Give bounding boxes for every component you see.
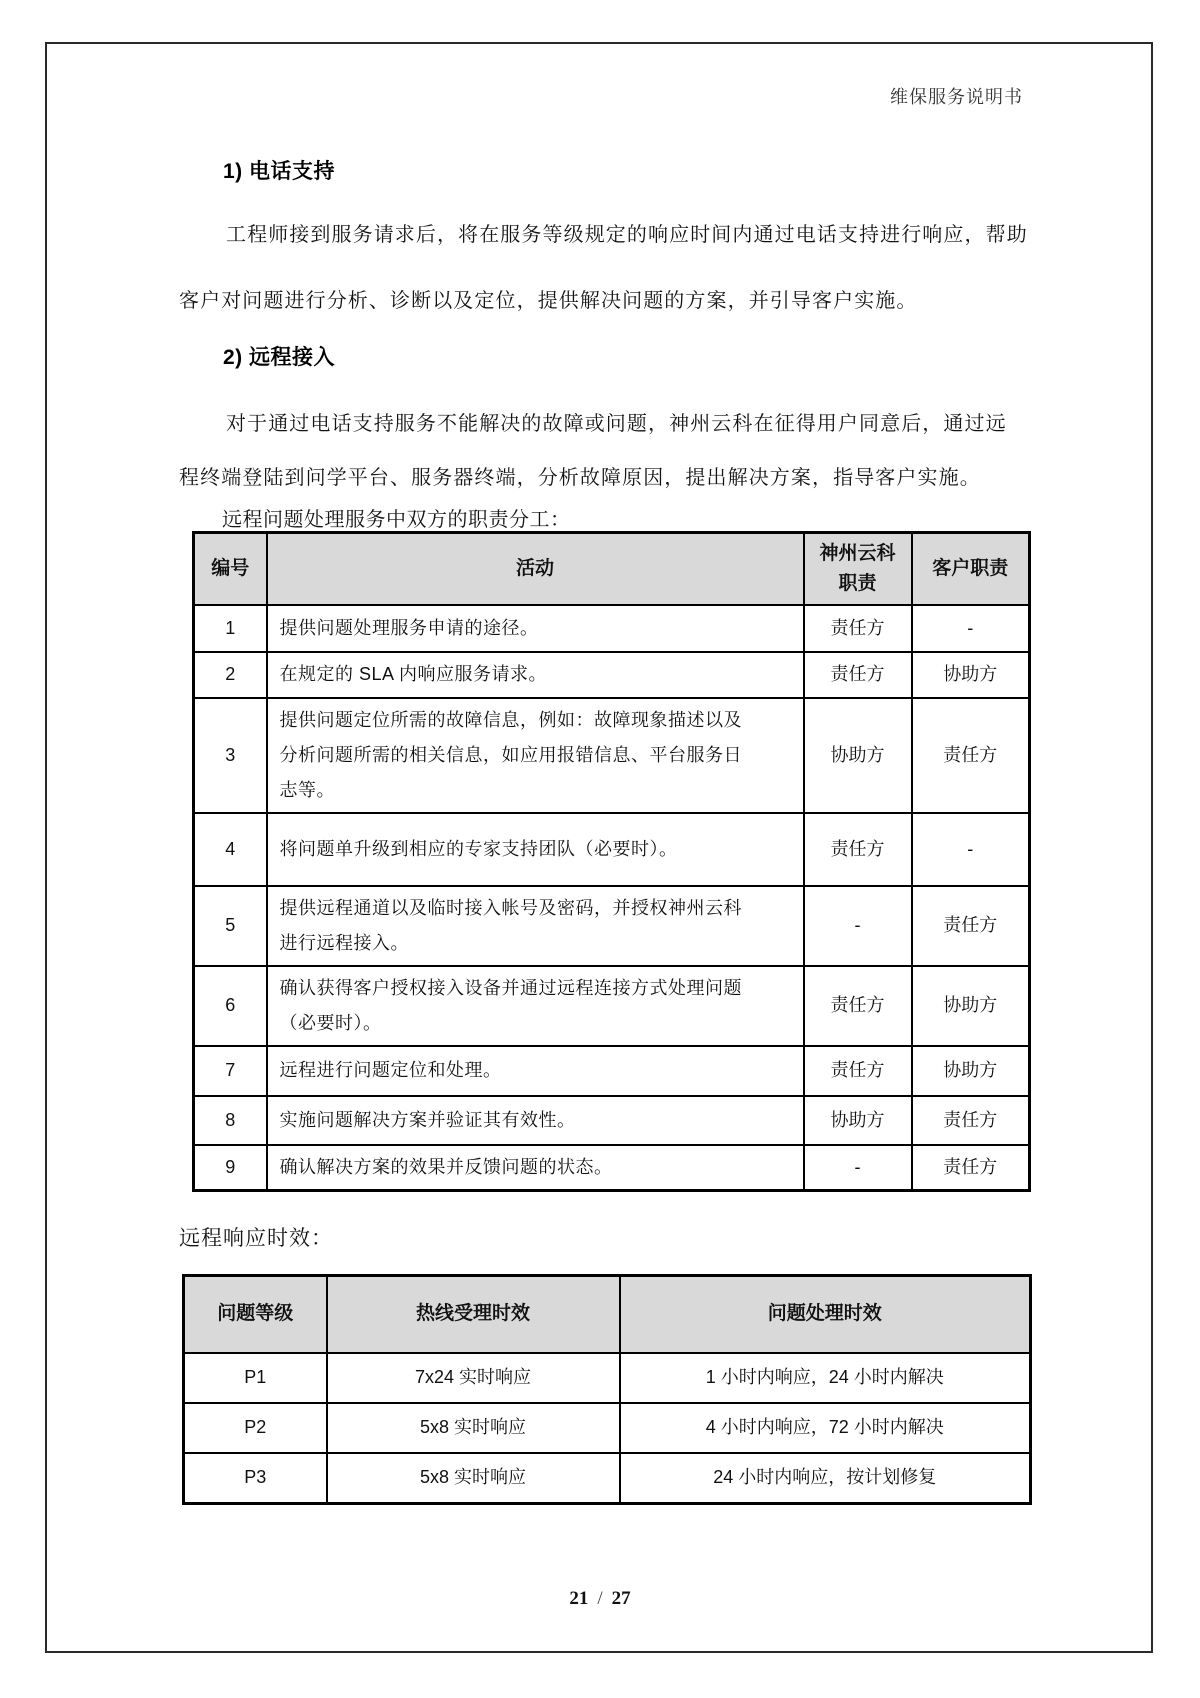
cell-hotline: 7x24 实时响应 <box>327 1353 620 1403</box>
cell-no: 3 <box>194 698 267 813</box>
cell-handling: 24 小时内响应，按计划修复 <box>620 1453 1031 1504</box>
cell-handling: 4 小时内响应，72 小时内解决 <box>620 1403 1031 1453</box>
header-cell-no: 编号 <box>194 533 267 605</box>
cell-activity: 提供问题定位所需的故障信息，例如：故障现象描述以及分析问题所需的相关信息，如应用报错信息、平台服务日志等。 <box>267 698 804 813</box>
table-row <box>184 1403 1031 1453</box>
cell-yunke: 责任方 <box>804 813 912 886</box>
cell-activity: 提供远程通道以及临时接入帐号及密码，并授权神州云科进行远程接入。 <box>267 886 804 966</box>
section-heading-remote-access: 2) 远程接入 <box>223 346 336 369</box>
header-yunke-line1: 神州云科 <box>819 542 896 564</box>
page-number-total: 27 <box>611 1588 631 1609</box>
header-cell-handling: 问题处理时效 <box>620 1276 1031 1353</box>
sla-table-intro: 远程响应时效： <box>179 1227 333 1250</box>
table-row <box>194 1096 1030 1145</box>
table-row <box>184 1453 1031 1504</box>
cell-no: 1 <box>194 605 267 652</box>
responsibility-table-intro: 远程问题处理服务中双方的职责分工： <box>222 509 571 531</box>
cell-yunke: 责任方 <box>804 605 912 652</box>
cell-level: P1 <box>184 1353 327 1403</box>
table-row <box>194 698 1030 813</box>
cell-activity: 在规定的 SLA 内响应服务请求。 <box>267 652 804 698</box>
table-row <box>194 886 1030 966</box>
cell-no: 6 <box>194 966 267 1046</box>
paragraph-line: 程终端登陆到问学平台、服务器终端，分析故障原因，提出解决方案，指导客户实施。 <box>179 467 981 489</box>
header-cell-level: 问题等级 <box>184 1276 327 1353</box>
cell-yunke: 责任方 <box>804 1046 912 1096</box>
page-number-separator: / <box>597 1588 603 1609</box>
header-cell-customer: 客户职责 <box>912 533 1030 605</box>
page-number <box>0 1588 1200 1610</box>
paragraph-line: 对于通过电话支持服务不能解决的故障或问题，神州云科在征得用户同意后，通过远 <box>226 413 1007 435</box>
header-cell-yunke <box>804 533 912 605</box>
table-row <box>194 1145 1030 1191</box>
sla-table <box>182 1274 1032 1505</box>
cell-customer: 责任方 <box>912 1145 1030 1191</box>
document-header-title: 维保服务说明书 <box>890 87 1023 107</box>
table-row <box>194 1046 1030 1096</box>
page-number-current: 21 <box>569 1588 589 1609</box>
cell-handling: 1 小时内响应，24 小时内解决 <box>620 1353 1031 1403</box>
cell-no: 9 <box>194 1145 267 1191</box>
cell-no: 4 <box>194 813 267 886</box>
cell-activity: 提供问题处理服务申请的途径。 <box>267 605 804 652</box>
cell-activity: 远程进行问题定位和处理。 <box>267 1046 804 1096</box>
cell-yunke: 协助方 <box>804 1096 912 1145</box>
table-row <box>194 966 1030 1046</box>
cell-customer: 协助方 <box>912 652 1030 698</box>
cell-level: P3 <box>184 1453 327 1504</box>
cell-activity: 确认解决方案的效果并反馈问题的状态。 <box>267 1145 804 1191</box>
cell-activity: 将问题单升级到相应的专家支持团队（必要时）。 <box>267 813 804 886</box>
cell-yunke: 责任方 <box>804 652 912 698</box>
cell-no: 5 <box>194 886 267 966</box>
header-yunke-line2: 职责 <box>838 572 877 594</box>
cell-activity: 实施问题解决方案并验证其有效性。 <box>267 1096 804 1145</box>
cell-no: 2 <box>194 652 267 698</box>
table-row <box>194 605 1030 652</box>
paragraph-line: 客户对问题进行分析、诊断以及定位，提供解决问题的方案，并引导客户实施。 <box>179 290 918 312</box>
cell-no: 7 <box>194 1046 267 1096</box>
cell-activity: 确认获得客户授权接入设备并通过远程连接方式处理问题（必要时）。 <box>267 966 804 1046</box>
table-row <box>194 813 1030 886</box>
header-cell-hotline: 热线受理时效 <box>327 1276 620 1353</box>
cell-yunke: - <box>804 1145 912 1191</box>
table-header-row <box>184 1276 1031 1353</box>
cell-level: P2 <box>184 1403 327 1453</box>
cell-yunke: - <box>804 886 912 966</box>
cell-yunke: 责任方 <box>804 966 912 1046</box>
responsibility-table <box>192 531 1031 1192</box>
cell-hotline: 5x8 实时响应 <box>327 1453 620 1504</box>
cell-no: 8 <box>194 1096 267 1145</box>
cell-customer: 协助方 <box>912 1046 1030 1096</box>
header-cell-activity: 活动 <box>267 533 804 605</box>
section-heading-phone-support: 1) 电话支持 <box>223 160 336 183</box>
cell-customer: 责任方 <box>912 886 1030 966</box>
cell-hotline: 5x8 实时响应 <box>327 1403 620 1453</box>
cell-yunke: 协助方 <box>804 698 912 813</box>
cell-customer: 责任方 <box>912 698 1030 813</box>
table-row <box>194 652 1030 698</box>
cell-customer: - <box>912 605 1030 652</box>
cell-customer: 协助方 <box>912 966 1030 1046</box>
table-row <box>184 1353 1031 1403</box>
cell-customer: - <box>912 813 1030 886</box>
table-header-row <box>194 533 1030 605</box>
paragraph-line: 工程师接到服务请求后，将在服务等级规定的响应时间内通过电话支持进行响应，帮助 <box>226 224 1028 246</box>
cell-customer: 责任方 <box>912 1096 1030 1145</box>
